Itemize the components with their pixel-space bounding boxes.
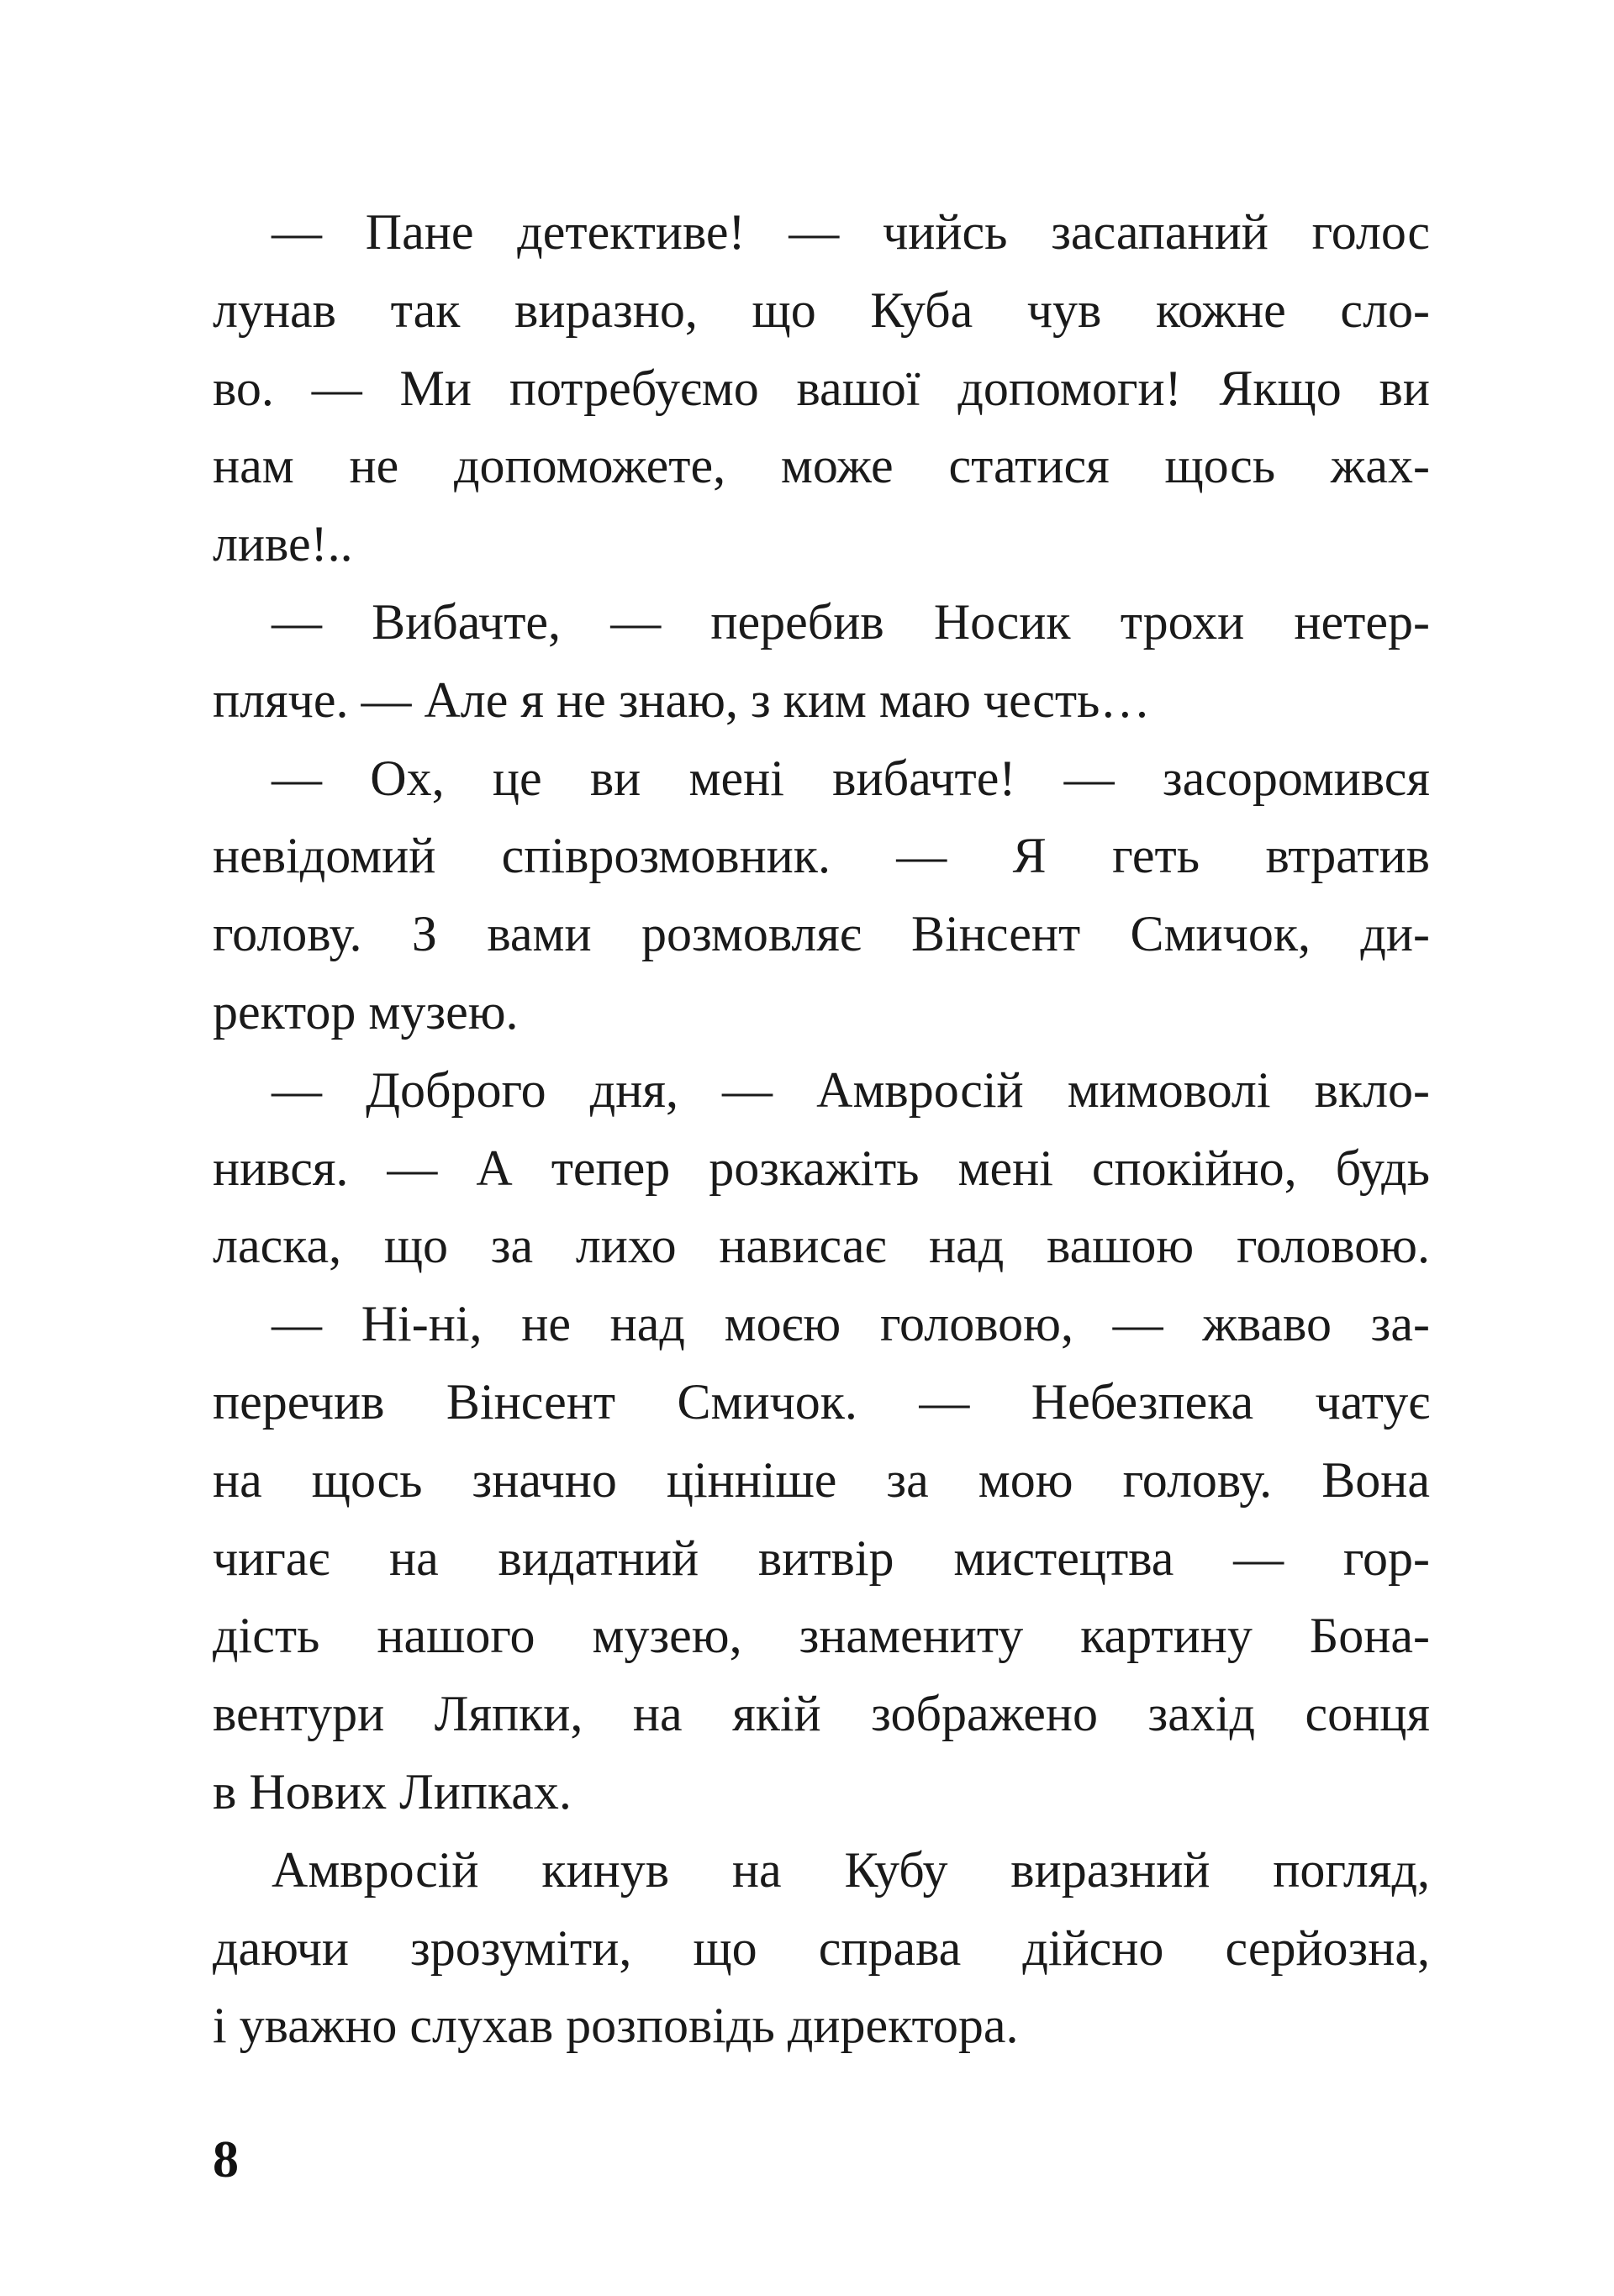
text-line: чигає на видатний витвір мистецтва — гор-	[213, 1530, 1430, 1586]
text-line: ласка, що за лихо нависає над вашою головою.	[213, 1218, 1430, 1274]
text-line: невідомий співрозмовник. — Я геть втратив	[213, 828, 1430, 884]
text-line: нам не допоможете, може статися щось жах-	[213, 438, 1430, 494]
text-line: во. — Ми потребуємо вашої допомоги! Якщо ви	[213, 360, 1430, 416]
text-line: ректор музею.	[213, 983, 519, 1040]
text-line: ливе!..	[213, 516, 353, 572]
text-line: даючи зрозуміти, що справа дійсно серйозна,	[213, 1919, 1430, 1976]
text-line: нився. — А тепер розкажіть мені спокійно, будь	[213, 1140, 1430, 1196]
text-line: Амвросій кинув на Кубу виразний погляд,	[272, 1841, 1430, 1898]
text-line: — Ні-ні, не над моєю головою, — жваво за-	[272, 1296, 1430, 1352]
text-line: — Вибачте, — перебив Носик трохи нетер-	[272, 593, 1430, 650]
page-number: 8	[213, 2131, 239, 2188]
text-line: перечив Вінсент Смичок. — Небезпека чатує	[213, 1373, 1430, 1430]
page-body-text	[213, 193, 1430, 2065]
text-line: в Нових Липках.	[213, 1763, 572, 1819]
text-line: і уважно слухав розповідь директора.	[213, 1998, 1019, 2054]
text-line: — Ох, це ви мені вибачте! — засоромився	[272, 750, 1430, 806]
text-line: дість нашого музею, знамениту картину Бона-	[213, 1608, 1430, 1664]
text-line: — Доброго дня, — Амвросій мимоволі вкло-	[272, 1061, 1430, 1118]
text-line: пляче. — Але я не знаю, з ким маю честь…	[213, 671, 1151, 728]
text-line: — Пане детективе! — чийсь засапаний голос	[272, 204, 1430, 260]
text-line: лунав так виразно, що Куба чув кожне сло-	[213, 282, 1430, 338]
text-line: на щось значно цінніше за мою голову. Вона	[213, 1451, 1430, 1508]
text-line: вентури Ляпки, на якій зображено захід сонця	[213, 1686, 1430, 1742]
text-line: голову. З вами розмовляє Вінсент Смичок, ди-	[213, 906, 1430, 962]
